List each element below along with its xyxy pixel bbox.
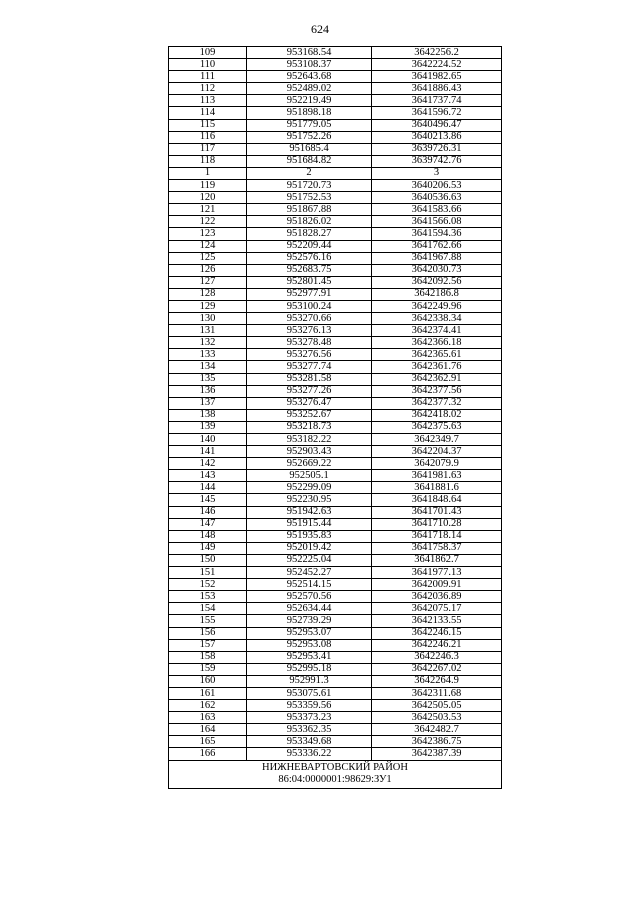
x-coordinate-cell: 953276.56 — [247, 349, 372, 361]
y-coordinate-cell: 3642311.68 — [372, 687, 502, 699]
y-coordinate-cell: 3642361.76 — [372, 361, 502, 373]
x-coordinate-cell: 952570.56 — [247, 591, 372, 603]
y-coordinate-cell: 3642036.89 — [372, 591, 502, 603]
x-coordinate-cell: 952452.27 — [247, 567, 372, 579]
x-coordinate-cell: 953182.22 — [247, 434, 372, 446]
point-number-cell: 130 — [169, 313, 247, 325]
point-number-cell: 147 — [169, 518, 247, 530]
cadastral-number: 86:04:0000001:98629:ЗУ1 — [278, 773, 392, 785]
y-coordinate-cell: 3640206.53 — [372, 180, 502, 192]
y-coordinate-cell: 3642224.52 — [372, 59, 502, 71]
x-coordinate-cell: 953373.23 — [247, 712, 372, 724]
table-row — [169, 349, 502, 361]
page-number: 624 — [311, 22, 329, 36]
point-number-cell: 131 — [169, 325, 247, 337]
x-coordinate-cell: 952299.09 — [247, 482, 372, 494]
table-footer-row — [169, 760, 502, 788]
point-number-cell: 122 — [169, 216, 247, 228]
x-coordinate-cell: 953362.35 — [247, 724, 372, 736]
table-row — [169, 47, 502, 59]
y-coordinate-cell: 3641881.6 — [372, 482, 502, 494]
y-coordinate-cell: 3642204.37 — [372, 446, 502, 458]
point-number-cell: 116 — [169, 131, 247, 143]
x-coordinate-cell: 953100.24 — [247, 300, 372, 312]
x-coordinate-cell: 951942.63 — [247, 506, 372, 518]
x-coordinate-cell: 951684.82 — [247, 155, 372, 167]
y-coordinate-cell: 3642482.7 — [372, 724, 502, 736]
x-coordinate-cell: 952225.04 — [247, 554, 372, 566]
point-number-cell: 140 — [169, 434, 247, 446]
table-row — [169, 639, 502, 651]
x-coordinate-cell: 952801.45 — [247, 276, 372, 288]
x-coordinate-cell: 951826.02 — [247, 216, 372, 228]
table-row — [169, 71, 502, 83]
x-coordinate-cell: 953252.67 — [247, 409, 372, 421]
x-coordinate-cell: 952669.22 — [247, 458, 372, 470]
y-coordinate-cell: 3642503.53 — [372, 712, 502, 724]
table-row — [169, 155, 502, 167]
x-coordinate-cell: 952953.41 — [247, 651, 372, 663]
y-coordinate-cell: 3641981.63 — [372, 470, 502, 482]
y-coordinate-cell: 3642386.75 — [372, 736, 502, 748]
point-number-cell: 162 — [169, 700, 247, 712]
y-coordinate-cell: 3641758.37 — [372, 542, 502, 554]
point-number-cell: 129 — [169, 300, 247, 312]
x-coordinate-cell: 953270.66 — [247, 313, 372, 325]
point-number-cell: 161 — [169, 687, 247, 699]
table-row — [169, 748, 502, 760]
x-coordinate-cell: 952977.91 — [247, 288, 372, 300]
x-coordinate-cell: 953277.26 — [247, 385, 372, 397]
x-coordinate-cell: 952739.29 — [247, 615, 372, 627]
point-number-cell: 113 — [169, 95, 247, 107]
y-coordinate-cell: 3642264.9 — [372, 675, 502, 687]
point-number-cell: 132 — [169, 337, 247, 349]
table-row — [169, 252, 502, 264]
point-number-cell: 136 — [169, 385, 247, 397]
table-row — [169, 687, 502, 699]
y-coordinate-cell: 3642418.02 — [372, 409, 502, 421]
point-number-cell: 157 — [169, 639, 247, 651]
table-body-lower — [169, 180, 502, 761]
y-coordinate-cell: 3642030.73 — [372, 264, 502, 276]
point-number-cell: 153 — [169, 591, 247, 603]
table-row — [169, 337, 502, 349]
x-coordinate-cell: 953336.22 — [247, 748, 372, 760]
point-number-cell: 127 — [169, 276, 247, 288]
y-coordinate-cell: 3641701.43 — [372, 506, 502, 518]
table-row — [169, 434, 502, 446]
x-coordinate-cell: 952219.49 — [247, 95, 372, 107]
table-row — [169, 409, 502, 421]
table-row — [169, 542, 502, 554]
table-row — [169, 663, 502, 675]
y-coordinate-cell: 3641737.74 — [372, 95, 502, 107]
x-coordinate-cell: 951720.73 — [247, 180, 372, 192]
point-number-cell: 148 — [169, 530, 247, 542]
point-number-cell: 144 — [169, 482, 247, 494]
y-coordinate-cell: 3641848.64 — [372, 494, 502, 506]
x-coordinate-cell: 952683.75 — [247, 264, 372, 276]
y-coordinate-cell: 3641977.13 — [372, 567, 502, 579]
table-row — [169, 131, 502, 143]
table-row — [169, 724, 502, 736]
y-coordinate-cell: 3642079.9 — [372, 458, 502, 470]
point-number-cell: 165 — [169, 736, 247, 748]
table-row — [169, 651, 502, 663]
table-row — [169, 95, 502, 107]
table-header-row-group — [169, 167, 502, 179]
point-number-cell: 133 — [169, 349, 247, 361]
point-number-cell: 137 — [169, 397, 247, 409]
x-coordinate-cell: 953108.37 — [247, 59, 372, 71]
y-coordinate-cell: 3642362.91 — [372, 373, 502, 385]
point-number-cell: 135 — [169, 373, 247, 385]
point-number-cell: 164 — [169, 724, 247, 736]
y-coordinate-cell: 3642256.2 — [372, 47, 502, 59]
table-row — [169, 712, 502, 724]
x-coordinate-cell: 953281.58 — [247, 373, 372, 385]
y-coordinate-cell: 3642246.21 — [372, 639, 502, 651]
table-row — [169, 736, 502, 748]
table-row — [169, 180, 502, 192]
table-row — [169, 373, 502, 385]
table-row — [169, 615, 502, 627]
x-coordinate-cell: 953276.13 — [247, 325, 372, 337]
x-coordinate-cell: 953168.54 — [247, 47, 372, 59]
point-number-cell: 166 — [169, 748, 247, 760]
y-coordinate-cell: 3639742.76 — [372, 155, 502, 167]
y-coordinate-cell: 3641886.43 — [372, 83, 502, 95]
table-row — [169, 361, 502, 373]
y-coordinate-cell: 3642267.02 — [372, 663, 502, 675]
table-row — [169, 192, 502, 204]
point-number-cell: 152 — [169, 579, 247, 591]
point-number-cell: 128 — [169, 288, 247, 300]
y-coordinate-cell: 3641762.66 — [372, 240, 502, 252]
x-coordinate-cell: 951685.4 — [247, 143, 372, 155]
point-number-cell: 156 — [169, 627, 247, 639]
x-coordinate-cell: 952903.43 — [247, 446, 372, 458]
y-coordinate-cell: 3642374.41 — [372, 325, 502, 337]
point-number-cell: 120 — [169, 192, 247, 204]
y-coordinate-cell: 3642186.8 — [372, 288, 502, 300]
table-row — [169, 627, 502, 639]
point-number-cell: 139 — [169, 421, 247, 433]
x-coordinate-cell: 951752.26 — [247, 131, 372, 143]
y-coordinate-cell: 3641583.66 — [372, 204, 502, 216]
x-coordinate-cell: 951752.53 — [247, 192, 372, 204]
y-coordinate-cell: 3640536.63 — [372, 192, 502, 204]
point-number-cell: 163 — [169, 712, 247, 724]
column-header-point: 1 — [169, 167, 247, 179]
table-row — [169, 240, 502, 252]
x-coordinate-cell: 951779.05 — [247, 119, 372, 131]
point-number-cell: 110 — [169, 59, 247, 71]
x-coordinate-cell: 953277.74 — [247, 361, 372, 373]
table-row — [169, 591, 502, 603]
point-number-cell: 155 — [169, 615, 247, 627]
table-row — [169, 119, 502, 131]
x-coordinate-cell: 951915.44 — [247, 518, 372, 530]
point-number-cell: 159 — [169, 663, 247, 675]
point-number-cell: 146 — [169, 506, 247, 518]
y-coordinate-cell: 3641710.28 — [372, 518, 502, 530]
table-row — [169, 300, 502, 312]
table-row — [169, 506, 502, 518]
point-number-cell: 154 — [169, 603, 247, 615]
table-footer-cell — [169, 760, 502, 788]
point-number-cell: 109 — [169, 47, 247, 59]
column-header-x: 2 — [247, 167, 372, 179]
table-row — [169, 470, 502, 482]
column-header-row — [169, 167, 502, 179]
x-coordinate-cell: 953349.68 — [247, 736, 372, 748]
table-row — [169, 83, 502, 95]
x-coordinate-cell: 953359.56 — [247, 700, 372, 712]
y-coordinate-cell: 3642246.15 — [372, 627, 502, 639]
point-number-cell: 119 — [169, 180, 247, 192]
point-number-cell: 160 — [169, 675, 247, 687]
x-coordinate-cell: 952634.44 — [247, 603, 372, 615]
point-number-cell: 142 — [169, 458, 247, 470]
y-coordinate-cell: 3642387.39 — [372, 748, 502, 760]
point-number-cell: 118 — [169, 155, 247, 167]
x-coordinate-cell: 953278.48 — [247, 337, 372, 349]
x-coordinate-cell: 952230.95 — [247, 494, 372, 506]
y-coordinate-cell: 3642338.34 — [372, 313, 502, 325]
y-coordinate-cell: 3642365.61 — [372, 349, 502, 361]
point-number-cell: 112 — [169, 83, 247, 95]
x-coordinate-cell: 951898.18 — [247, 107, 372, 119]
table-row — [169, 675, 502, 687]
point-number-cell: 111 — [169, 71, 247, 83]
x-coordinate-cell: 951935.83 — [247, 530, 372, 542]
point-number-cell: 141 — [169, 446, 247, 458]
point-number-cell: 124 — [169, 240, 247, 252]
y-coordinate-cell: 3642375.63 — [372, 421, 502, 433]
table-row — [169, 276, 502, 288]
table-row — [169, 567, 502, 579]
table-row — [169, 494, 502, 506]
y-coordinate-cell: 3641718.14 — [372, 530, 502, 542]
x-coordinate-cell: 953075.61 — [247, 687, 372, 699]
y-coordinate-cell: 3639726.31 — [372, 143, 502, 155]
y-coordinate-cell: 3641967.88 — [372, 252, 502, 264]
table-row — [169, 530, 502, 542]
y-coordinate-cell: 3642377.32 — [372, 397, 502, 409]
point-number-cell: 138 — [169, 409, 247, 421]
point-number-cell: 134 — [169, 361, 247, 373]
table-row — [169, 204, 502, 216]
table-row — [169, 446, 502, 458]
point-number-cell: 126 — [169, 264, 247, 276]
x-coordinate-cell: 951867.88 — [247, 204, 372, 216]
x-coordinate-cell: 952995.18 — [247, 663, 372, 675]
y-coordinate-cell: 3641594.36 — [372, 228, 502, 240]
x-coordinate-cell: 952019.42 — [247, 542, 372, 554]
point-number-cell: 149 — [169, 542, 247, 554]
x-coordinate-cell: 952209.44 — [247, 240, 372, 252]
table-row — [169, 228, 502, 240]
y-coordinate-cell: 3642009.91 — [372, 579, 502, 591]
y-coordinate-cell: 3642349.7 — [372, 434, 502, 446]
table-row — [169, 603, 502, 615]
y-coordinate-cell: 3642246.3 — [372, 651, 502, 663]
x-coordinate-cell: 953218.73 — [247, 421, 372, 433]
table-row — [169, 554, 502, 566]
table-row — [169, 397, 502, 409]
point-number-cell: 150 — [169, 554, 247, 566]
table-body-upper — [169, 47, 502, 168]
point-number-cell: 158 — [169, 651, 247, 663]
x-coordinate-cell: 952953.08 — [247, 639, 372, 651]
point-number-cell: 117 — [169, 143, 247, 155]
x-coordinate-cell: 952991.3 — [247, 675, 372, 687]
point-number-cell: 114 — [169, 107, 247, 119]
table-row — [169, 458, 502, 470]
y-coordinate-cell: 3642505.05 — [372, 700, 502, 712]
point-number-cell: 151 — [169, 567, 247, 579]
coordinates-table — [168, 46, 502, 789]
table-row — [169, 579, 502, 591]
point-number-cell: 121 — [169, 204, 247, 216]
table-row — [169, 143, 502, 155]
point-number-cell: 125 — [169, 252, 247, 264]
x-coordinate-cell: 952505.1 — [247, 470, 372, 482]
table-row — [169, 59, 502, 71]
table-row — [169, 325, 502, 337]
district-name: НИЖНЕВАРТОВСКИЙ РАЙОН — [262, 761, 408, 773]
y-coordinate-cell: 3641862.7 — [372, 554, 502, 566]
y-coordinate-cell: 3641566.08 — [372, 216, 502, 228]
x-coordinate-cell: 952643.68 — [247, 71, 372, 83]
table-row — [169, 421, 502, 433]
table-row — [169, 518, 502, 530]
table-row — [169, 107, 502, 119]
y-coordinate-cell: 3642092.56 — [372, 276, 502, 288]
y-coordinate-cell: 3642249.96 — [372, 300, 502, 312]
y-coordinate-cell: 3642133.55 — [372, 615, 502, 627]
point-number-cell: 143 — [169, 470, 247, 482]
y-coordinate-cell: 3640496.47 — [372, 119, 502, 131]
table-row — [169, 385, 502, 397]
column-header-y: 3 — [372, 167, 502, 179]
point-number-cell: 115 — [169, 119, 247, 131]
table-row — [169, 288, 502, 300]
table-row — [169, 482, 502, 494]
y-coordinate-cell: 3642377.56 — [372, 385, 502, 397]
x-coordinate-cell: 951828.27 — [247, 228, 372, 240]
y-coordinate-cell: 3641596.72 — [372, 107, 502, 119]
y-coordinate-cell: 3640213.86 — [372, 131, 502, 143]
y-coordinate-cell: 3642366.18 — [372, 337, 502, 349]
y-coordinate-cell: 3642075.17 — [372, 603, 502, 615]
x-coordinate-cell: 952953.07 — [247, 627, 372, 639]
x-coordinate-cell: 952489.02 — [247, 83, 372, 95]
table-row — [169, 313, 502, 325]
table-row — [169, 700, 502, 712]
x-coordinate-cell: 952514.15 — [247, 579, 372, 591]
table-row — [169, 216, 502, 228]
y-coordinate-cell: 3641982.65 — [372, 71, 502, 83]
x-coordinate-cell: 952576.16 — [247, 252, 372, 264]
point-number-cell: 123 — [169, 228, 247, 240]
x-coordinate-cell: 953276.47 — [247, 397, 372, 409]
point-number-cell: 145 — [169, 494, 247, 506]
table-row — [169, 264, 502, 276]
